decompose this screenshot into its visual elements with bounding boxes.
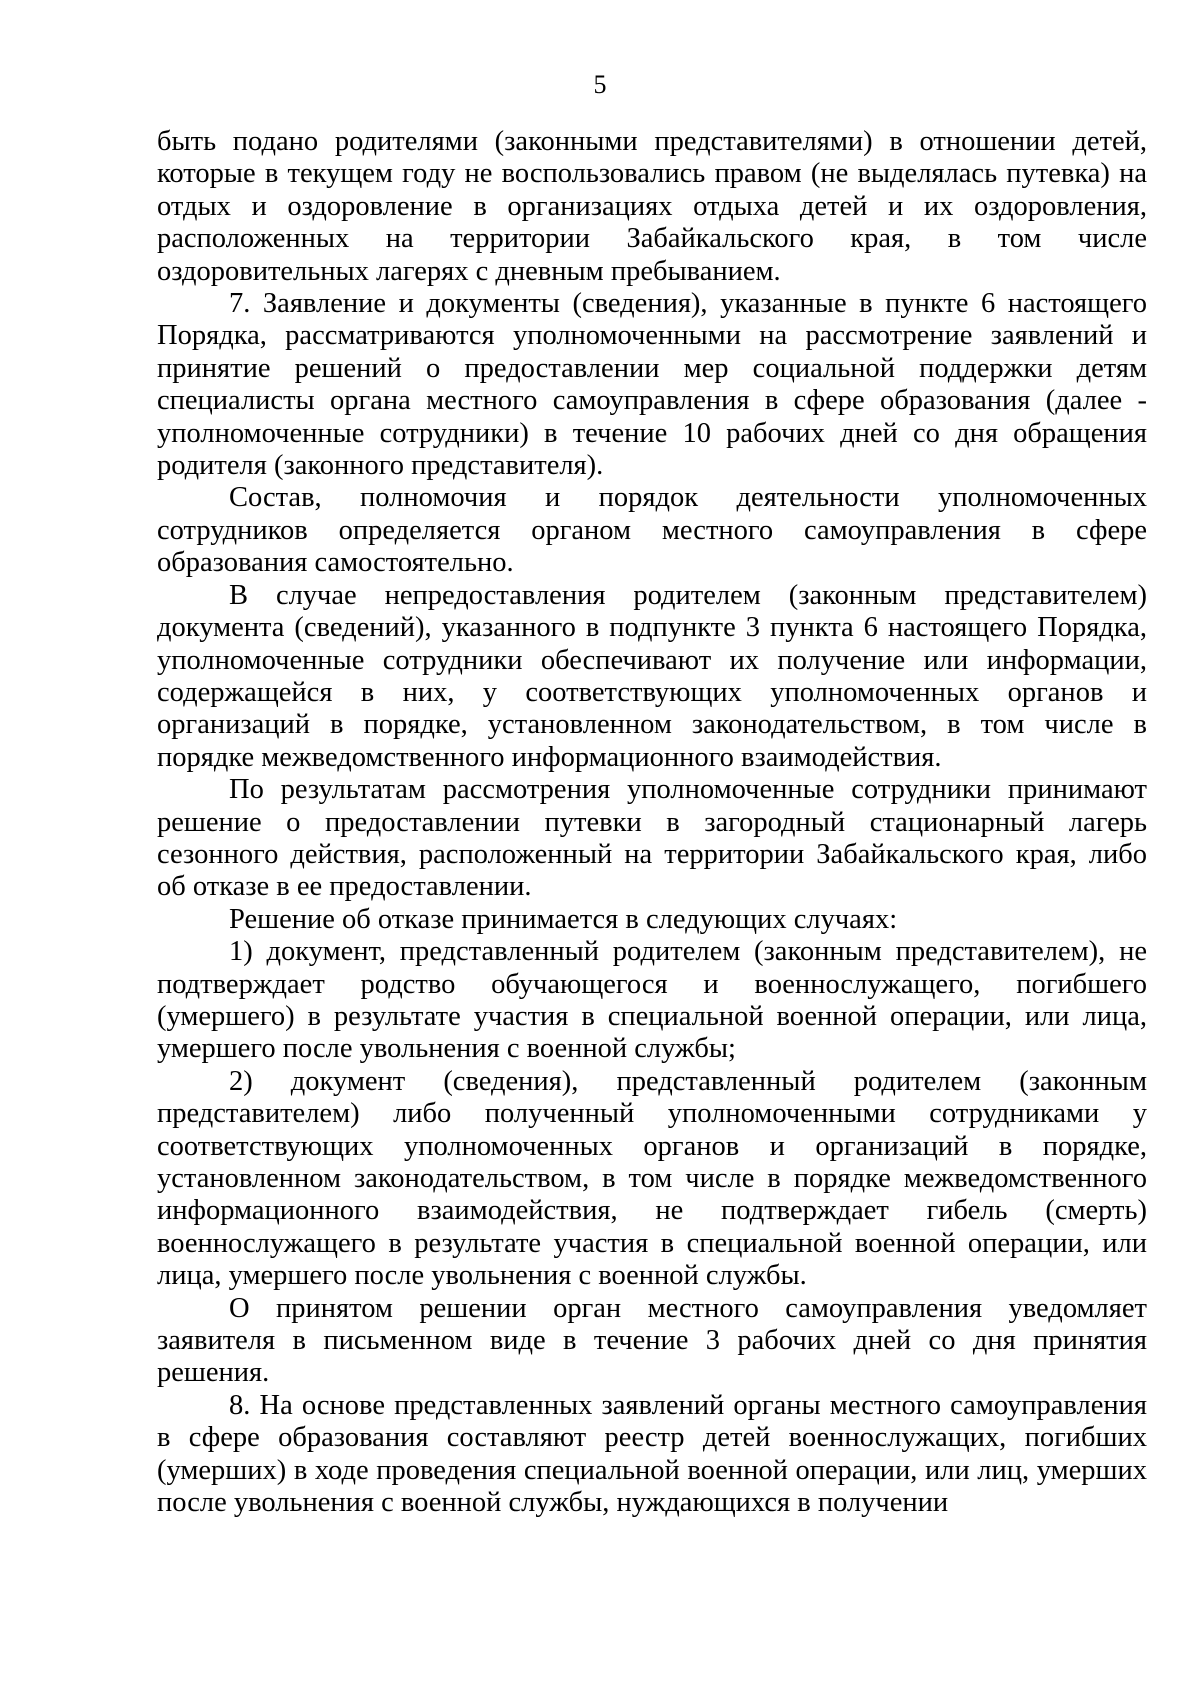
paragraph-review-results: По результатам рассмотрения уполномоченные сотрудники принимают решение о предоставлении путевки в загородный стационарный лагерь сезонного действия, расположенный на территории Забайкальского края, либо об отказе в ее предоставлении. — [157, 774, 1147, 903]
paragraph-continuation: быть подано родителями (законными представителями) в отношении детей, которые в текущем году не воспользовались правом (не выделялась путевка) на отдых и оздоровление в организациях отдыха детей и их оздоровления, расположенных на территории Забайкальского края, в том числе оздоровительных лагерях с дневным пребыванием. — [157, 126, 1147, 287]
paragraph-staff-composition: Состав, полномочия и порядок деятельности уполномоченных сотрудников определяется органом местного самоуправления в сфере образования самостоятельно. — [157, 482, 1147, 579]
page-number: 5 — [593, 70, 607, 99]
paragraph-documents-request: В случае непредоставления родителем (законным представителем) документа (сведений), указанного в подпункте 3 пункта 6 настоящего Порядка, уполномоченные сотрудники обеспечивают их получение или информации, содержащейся в них, у соответствующих уполномоченных органов и организаций в порядке, установленном законодательством, в том числе в порядке межведомственного информационного взаимодействия. — [157, 579, 1147, 773]
paragraph-item-8: 8. На основе представленных заявлений органы местного самоуправления в сфере образования составляют реестр детей военнослужащих, погибших (умерших) в ходе проведения специальной военной операции, или лиц, умерших после увольнения с военной службы, нуждающихся в получении — [157, 1389, 1147, 1519]
document-body — [157, 126, 1147, 1519]
paragraph-refusal-cases: Решение об отказе принимается в следующих случаях: — [229, 903, 898, 935]
paragraph-item-7: 7. Заявление и документы (сведения), указанные в пункте 6 настоящего Порядка, рассматриваются уполномоченными на рассмотрение заявлений и принятие решений о предоставлении мер социальной поддержки детям специалисты органа местного самоуправления в сфере образования (далее - уполномоченные сотрудники) в течение 10 рабочих дней со дня обращения родителя (законного представителя). — [157, 288, 1147, 482]
paragraph-notification: О принятом решении орган местного самоуправления уведомляет заявителя в письменном виде в течение 3 рабочих дней со дня принятия решения. — [157, 1292, 1147, 1389]
paragraph-refusal-case-2: 2) документ (сведения), представленный родителем (законным представителем) либо полученный уполномоченными сотрудниками у соответствующих уполномоченных органов и организаций в порядке, установленном законодательством, в том числе в порядке межведомственного информационного взаимодействия, не подтверждает гибель (смерть) военнослужащего в результате участия в специальной военной операции, или лица, умершего после увольнения с военной службы. — [157, 1065, 1147, 1292]
paragraph-refusal-case-1: 1) документ, представленный родителем (законным представителем), не подтверждает родство обучающегося и военнослужащего, погибшего (умершего) в результате участия в специальной военной операции, или лица, умершего после увольнения с военной службы; — [157, 936, 1147, 1065]
